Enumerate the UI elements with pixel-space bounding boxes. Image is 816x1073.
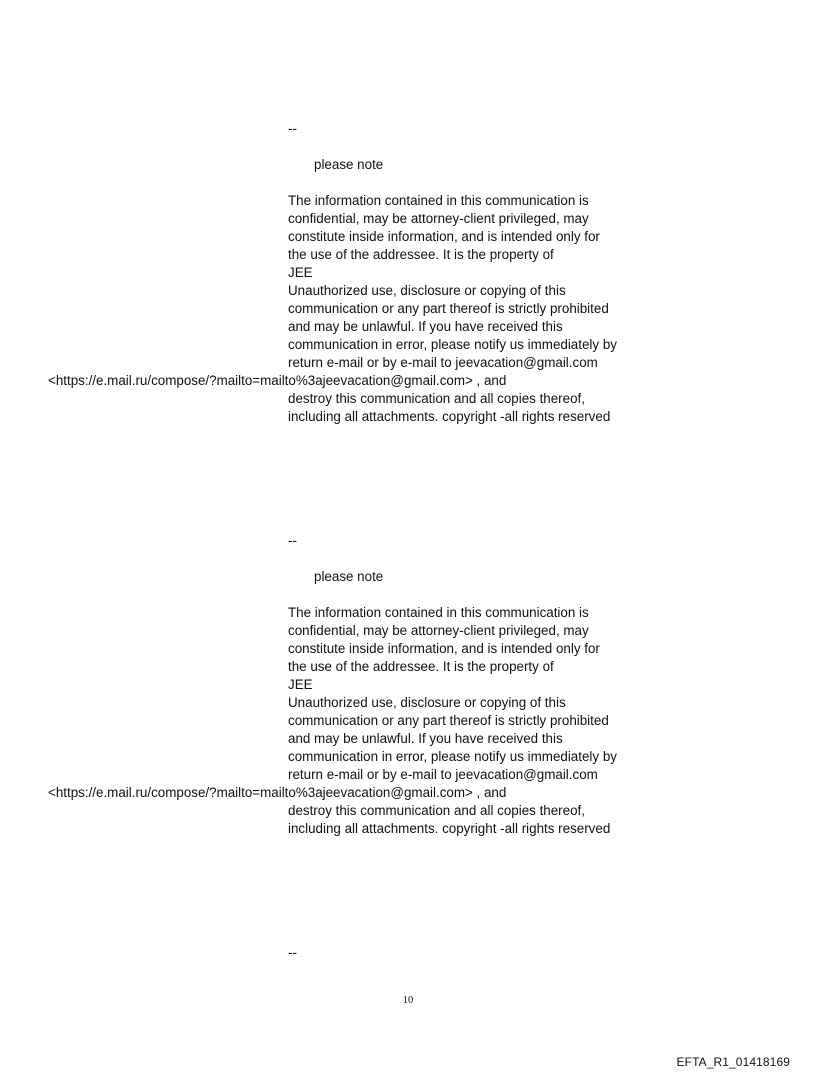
- body-line: the use of the addressee. It is the property of: [288, 247, 554, 262]
- document-id: EFTA_R1_01418169: [676, 1055, 790, 1069]
- disclaimer-heading: please note: [314, 569, 384, 584]
- body-line: including all attachments. copyright -all rights reserved: [288, 409, 611, 424]
- page-number: 10: [402, 995, 414, 1006]
- body-line: The information contained in this communication is: [288, 605, 589, 620]
- body-line: and may be unlawful. If you have received this: [288, 319, 563, 334]
- body-line: Unauthorized use, disclosure or copying of this: [288, 695, 566, 710]
- body-line: and may be unlawful. If you have received this: [288, 731, 563, 746]
- body-line: communication in error, please notify us immediately by: [288, 337, 617, 352]
- body-line: JEE: [288, 677, 313, 692]
- body-line: communication in error, please notify us immediately by: [288, 749, 617, 764]
- body-line: including all attachments. copyright -all rights reserved: [288, 821, 611, 836]
- body-line: return e-mail or by e-mail to jeevacation@gmail.com: [288, 355, 598, 370]
- body-line: communication or any part thereof is strictly prohibited: [288, 713, 609, 728]
- body-line: Unauthorized use, disclosure or copying of this: [288, 283, 566, 298]
- body-line: destroy this communication and all copies thereof,: [288, 391, 585, 406]
- trailing-separator: --: [288, 945, 297, 960]
- disclaimer-heading: please note: [314, 157, 384, 172]
- body-line: constitute inside information, and is intended only for: [288, 641, 600, 656]
- body-line: return e-mail or by e-mail to jeevacation@gmail.com: [288, 767, 598, 782]
- body-line: confidential, may be attorney-client privileged, may: [288, 211, 589, 226]
- body-line: JEE: [288, 265, 313, 280]
- mailto-link-line: <https://e.mail.ru/compose/?mailto=mailto%3ajeevacation@gmail.com> , and: [48, 373, 507, 388]
- body-line: communication or any part thereof is strictly prohibited: [288, 301, 609, 316]
- separator: --: [288, 121, 297, 136]
- separator: --: [288, 533, 297, 548]
- body-line: constitute inside information, and is intended only for: [288, 229, 600, 244]
- mailto-link-line: <https://e.mail.ru/compose/?mailto=mailto%3ajeevacation@gmail.com> , and: [48, 785, 507, 800]
- body-line: The information contained in this communication is: [288, 193, 589, 208]
- body-line: destroy this communication and all copies thereof,: [288, 803, 585, 818]
- body-line: confidential, may be attorney-client privileged, may: [288, 623, 589, 638]
- body-line: the use of the addressee. It is the property of: [288, 659, 554, 674]
